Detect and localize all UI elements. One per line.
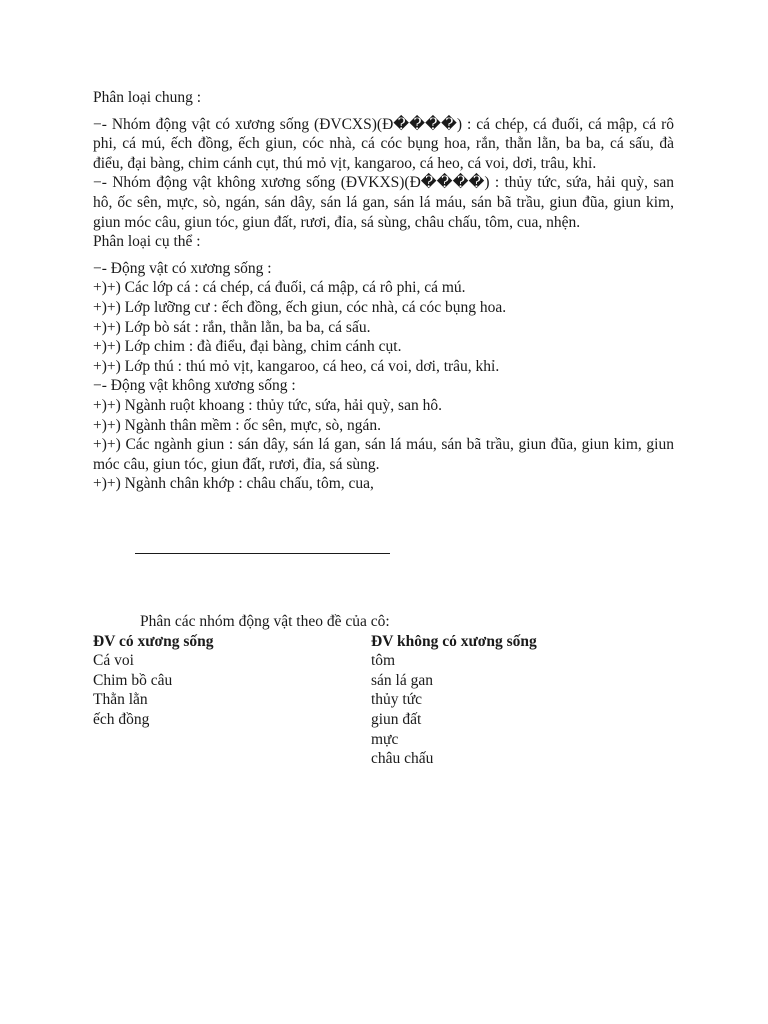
table-cell: Thằn lằn	[93, 691, 148, 709]
horizontal-rule	[135, 553, 390, 554]
table-cell: thủy tức	[371, 691, 423, 709]
list-item: +)+) Lớp lưỡng cư : ếch đồng, ếch giun, cóc nhà, cá cóc bụng hoa.	[93, 298, 507, 316]
table-cell: mực	[371, 730, 399, 748]
list-item: +)+) Các lớp cá : cá chép, cá đuối, cá mập, cá rô phi, cá mú.	[93, 279, 466, 297]
assignment-intro: Phân các nhóm động vật theo đề của cô:	[140, 613, 390, 630]
list-item: +)+) Ngành chân khớp : châu chấu, tôm, cua,	[93, 475, 374, 493]
list-item: +)+) Ngành ruột khoang : thủy tức, sứa, hải quỳ, san hô.	[93, 396, 442, 414]
list-item: +)+) Lớp thú : thú mỏ vịt, kangaroo, cá heo, cá voi, dơi, trâu, khỉ.	[93, 357, 500, 375]
vertebrate-group-paragraph: −- Nhóm động vật có xương sống (ĐVCXS)(Đ����) : cá chép, cá đuối, cá mập, cá rô phi, cá mú, ếch đồng, ếch giun, cóc nhà, cá cóc bụng hoa, rắn, thằn lằn, ba ba, cá sấu, đà điểu, đại bàng, chim cánh cụt, thú mỏ vịt, kangaroo, cá heo, cá voi, dơi, trâu, khỉ.	[93, 115, 674, 172]
list-item: +)+) Các ngành giun : sán dây, sán lá gan, sán lá máu, sán bã trầu, giun đũa, giun kim, giun móc câu, giun tóc, giun đất, rươi, đỉa, sá sùng.	[93, 436, 674, 473]
specific-heading: Phân loại cụ thể :	[93, 233, 201, 251]
assignment-section	[93, 612, 674, 769]
vertebrate-column	[93, 632, 371, 769]
invertebrate-column-header: ĐV không có xương sống	[371, 632, 537, 650]
table-cell: tôm	[371, 652, 396, 670]
table-cell: Chim bồ câu	[93, 671, 173, 689]
list-item: −- Động vật không xương sống :	[93, 377, 296, 395]
list-item: +)+) Lớp bò sát : rắn, thằn lằn, ba ba, cá sấu.	[93, 318, 371, 336]
list-item: +)+) Ngành thân mềm : ốc sên, mực, sò, ngán.	[93, 416, 382, 434]
table-cell: ếch đồng	[93, 710, 150, 728]
list-item: +)+) Lớp chim : đà điểu, đại bàng, chim cánh cụt.	[93, 338, 402, 356]
specific-list	[93, 259, 674, 494]
invertebrate-group-paragraph: −- Nhóm động vật không xương sống (ĐVKXS)(Đ����) : thủy tức, sứa, hải quỳ, san hô, ốc sên, mực, sò, ngán, sán dây, sán lá gan, sán lá máu, sán bã trầu, giun đũa, giun kim, giun móc câu, giun tóc, giun đất, rươi, đỉa, sá sùng, châu chấu, tôm, cua, nhện.	[93, 174, 674, 231]
document-body	[93, 88, 674, 494]
table-cell: sán lá gan	[371, 671, 433, 689]
table-cell: Cá voi	[93, 652, 134, 670]
table-cell: giun đất	[371, 710, 422, 728]
list-item: −- Động vật có xương sống :	[93, 259, 272, 277]
table-cell: châu chấu	[371, 750, 434, 768]
general-heading: Phân loại chung :	[93, 89, 202, 106]
vertebrate-column-header: ĐV có xương sống	[93, 632, 214, 650]
invertebrate-column	[371, 632, 671, 769]
classification-table	[93, 632, 674, 769]
